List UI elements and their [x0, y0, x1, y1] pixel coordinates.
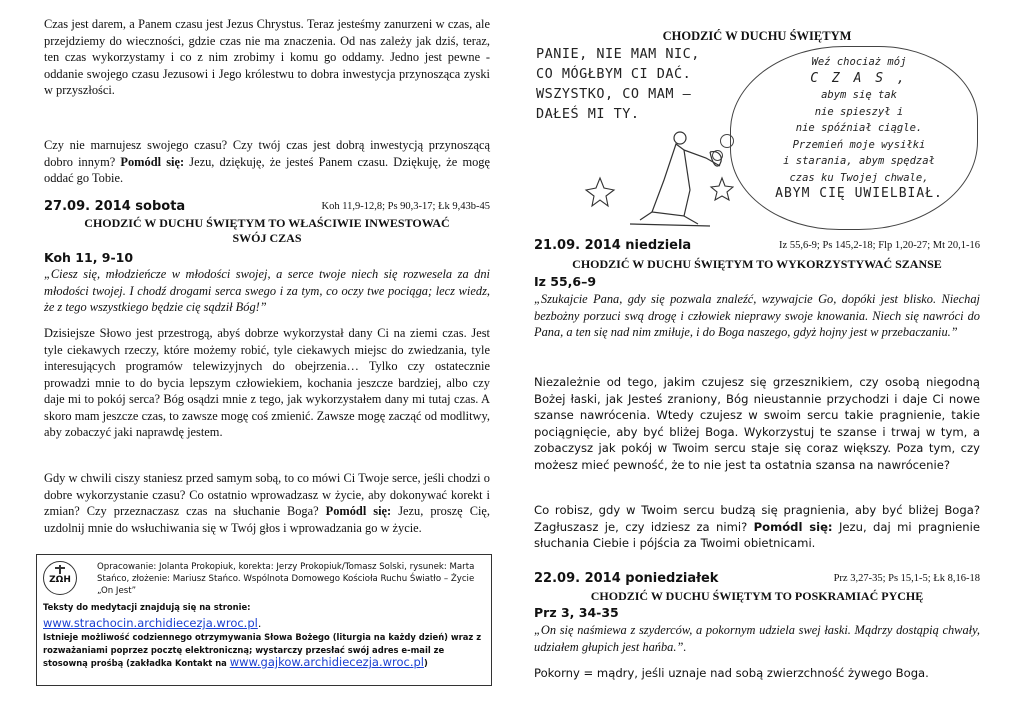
day-theme-line1: CHODZIĆ W DUCHU ŚWIĘTYM TO WŁAŚCIWIE INWESTOWAĆ: [84, 216, 450, 230]
date-heading: 21.09. 2014 niedziela: [534, 238, 692, 253]
intro-reflection-text: Czy nie marnujesz swojego czasu? Czy twój czas jest dobrą inwestycją przynoszącą dobro innym?: [44, 138, 490, 169]
meditation-paragraph: Pokorny = mądry, jeśli uznaje nad sobą zwierzchność żywego Boga.: [534, 666, 929, 680]
meditation-paragraph: Dzisiejsze Słowo jest przestrogą, abyś dobrze wykorzystał dany Ci na ziemi czas. Jest tyle ciekawych rzeczy, które możemy robić, tyle ciekawych miejsc do zwiedzania, tyle interesujących programów telewizyjnych do obejrzenia… Tylko czy ostatecznie prowadzi mnie to do bycia lepszym człowiekiem, kochania jeszcze bardziej, albo czy daje mi to pokój serca? Bóg osądzi mnie z tego, jak wykorzystałem dany mi tutaj czas. A skoro mam jeszcze czas, to zawsze mogę coś zmienić. Zawsze mogę zacząć od modlitwy, aby zobaczyć jaki naprawdę jestem.: [44, 326, 490, 439]
page-title: CHODZIĆ W DUCHU ŚWIĘTYM: [662, 29, 852, 43]
reflection-paragraph: [534, 502, 980, 552]
day-theme: [44, 216, 490, 246]
reflection-text: Co robisz, gdy w Twoim sercu budzą się pragnienia, aby być bliżej Boga? Zagłuszasz je, czy idziesz za nimi?: [534, 503, 980, 534]
illustration: [534, 40, 980, 238]
intro-reflection: [44, 137, 490, 187]
kneeling-person-icon: [630, 132, 721, 226]
date-references: Prz 3,27-35; Ps 15,1-5; Łk 8,16-18: [833, 573, 980, 584]
link-row-1: [43, 614, 261, 632]
day-theme: CHODZIĆ W DUCHU ŚWIĘTYM TO POSKRAMIAĆ PYCHĘ: [590, 589, 924, 603]
kneeling-figure-drawing: [534, 120, 734, 240]
verse-reference: Iz 55,6–9: [534, 274, 597, 289]
reflection-text: Gdy w chwili ciszy staniesz przed samym sobą, to co mówi Ci Twoje serce, jeśli chodzi o dobre wykorzystanie czasu? Co ostatnio wprowadzasz w życie, aby dokonywać korekt i zmian? Czy przeznaczasz czas na słuchanie Boga?: [44, 471, 490, 518]
logo-text: ΖΩΗ: [49, 575, 71, 585]
link1-suffix: .: [257, 617, 262, 630]
intro-paragraph: Czas jest darem, a Panem czasu jest Jezus Chrystus. Teraz jesteśmy zanurzeni w czas, ale przejdziemy do wieczności, gdzie czas nie ma znaczenia. Od nas zależy jak dziś, teraz, ten czas wykorzystamy i co z nim zrobimy i komu go oddamy. Jedno jest pewne - oddanie swojego czasu Jezusowi i Jego królestwu to dobra inwestycja przynosząca zyski w przyszłości.: [44, 17, 490, 97]
gajkow-link[interactable]: www.gajkow.archidiecezja.wroc.pl: [229, 655, 425, 669]
meditation-paragraph: Niezależnie od tego, jakim czujesz się grzesznikiem, czy osobą niegodną Bożej łaski, jak Jesteś zraniony, Bóg nieustannie przychodzi i daje Ci nowe szanse nawrócenia. Wtedy czujesz w swoim sercu takie pragnienie, takie pociągnięcie, aby być bliżej Boga. Wykorzystuj te szanse i trwaj w tym, a zobaczysz jak pokój w Twoim sercu staje się coraz większy. Poza tym, czy możesz mieć pewność, że to nie jest ta ostatnia szansa na nawrócenie?: [534, 375, 980, 472]
pray-label: Pomódl się:: [325, 504, 392, 518]
scripture-quote: „Ciesz się, młodzieńcze w młodości swojej, a serce twoje niech się rozwesela za dni młodości twojej. I chodź drogami serca swego i za tym, co oczy twe pociąga; lecz wiedz, że z tego wszystkiego będzie cię sądził Bóg!”: [44, 267, 490, 314]
intro-prayer-text: Jezu, dziękuję, że jesteś Panem czasu. Dziękuję, że mogę oddać go Tobie.: [44, 154, 490, 185]
drawing-text-left: PANIE, NIE MAM NIC, CO MÓGŁBYM CI DAĆ. WSZYSTKO, CO MAM – DAŁEŚ MI TY.: [536, 46, 700, 122]
scripture-quote: „On się naśmiewa z szyderców, a pokornym udziela swej łaski. Mądrzy dostąpią chwały, udziałem głupich jest hańba.”.: [534, 623, 980, 654]
date-references: Iz 55,6-9; Ps 145,2-18; Flp 1,20-27; Mt 20,1-16: [779, 240, 980, 251]
star-icon: [711, 178, 733, 200]
star-icon: [586, 178, 614, 206]
prayer-text: Jezu, daj mi pragnienie słuchania Ciebie i pójścia za Twoimi obietnicami.: [534, 519, 980, 550]
scripture-quote: „Szukajcie Pana, gdy się pozwala znaleźć, wzywajcie Go, dopóki jest blisko. Niechaj bezbożny porzuci swą drogę i człowiek nieprawy swoje knowania. Niech się nawróci do Pana, a ten się nad nim zmiłuje, i do Boga naszego, gdyż hojny jest w przebaczaniu.”: [534, 292, 980, 339]
date-row-21: [534, 238, 980, 256]
texts-label: Teksty do medytacji znajdują się na stronie:: [43, 602, 251, 612]
subscription-info: [43, 631, 483, 670]
verse-reference: Koh 11, 9-10: [44, 250, 134, 265]
date-row-22: [534, 571, 980, 589]
date-heading: 22.09. 2014 poniedziałek: [534, 571, 719, 586]
date-row-27: [44, 199, 490, 217]
drawing-text-right: Weź chociaż mój C Z A S , abym się tak nie spieszył i nie spóźniał ciągle. Przemień moje wysiłki i starania, abym spędzał czas ku Twojej chwale, ABYM CIĘ UWIELBIAŁ.: [775, 56, 943, 201]
prayer-text: Jezu, proszę Cię, uzdolnij mnie do wsłuchiwania się w Twój głos i wprowadzania go w życie.: [44, 504, 490, 535]
day-theme: CHODZIĆ W DUCHU ŚWIĘTYM TO WYKORZYSTYWAĆ SZANSE: [572, 257, 942, 271]
date-heading: 27.09. 2014 sobota: [44, 199, 186, 214]
zoe-logo: [43, 561, 77, 595]
credits-box: [36, 554, 492, 686]
pray-label: Pomódl się:: [753, 519, 833, 534]
pray-label: Pomódl się:: [120, 154, 185, 169]
subscription-text: Istnieje możliwość codziennego otrzymywania Słowa Bożego (liturgia na każdy dzień) wraz z rozważaniami poprzez pocztę elektroniczną; wystarczy przesłać swój adres e-mail ze stosowną prośbą (zakładka Kontakt na: [43, 632, 482, 668]
verse-reference: Prz 3, 34-35: [534, 605, 619, 620]
strachocin-link[interactable]: www.strachocin.archidiecezja.wroc.pl: [43, 616, 258, 630]
day-theme-line2: SWÓJ CZAS: [232, 231, 302, 245]
credits-text: Opracowanie: Jolanta Prokopiuk, korekta: Jerzy Prokopiuk/Tomasz Solski, rysunek: Marta Stańco, złożenie: Mariusz Stańco. Wspólnota Domowego Kościoła Ruchu Światło – Życie „On Jest”: [97, 562, 475, 596]
link2-suffix: ): [424, 658, 428, 668]
reflection-paragraph: [44, 470, 490, 536]
date-references: Koh 11,9-12,8; Ps 90,3-17; Łk 9,43b-45: [321, 201, 490, 212]
